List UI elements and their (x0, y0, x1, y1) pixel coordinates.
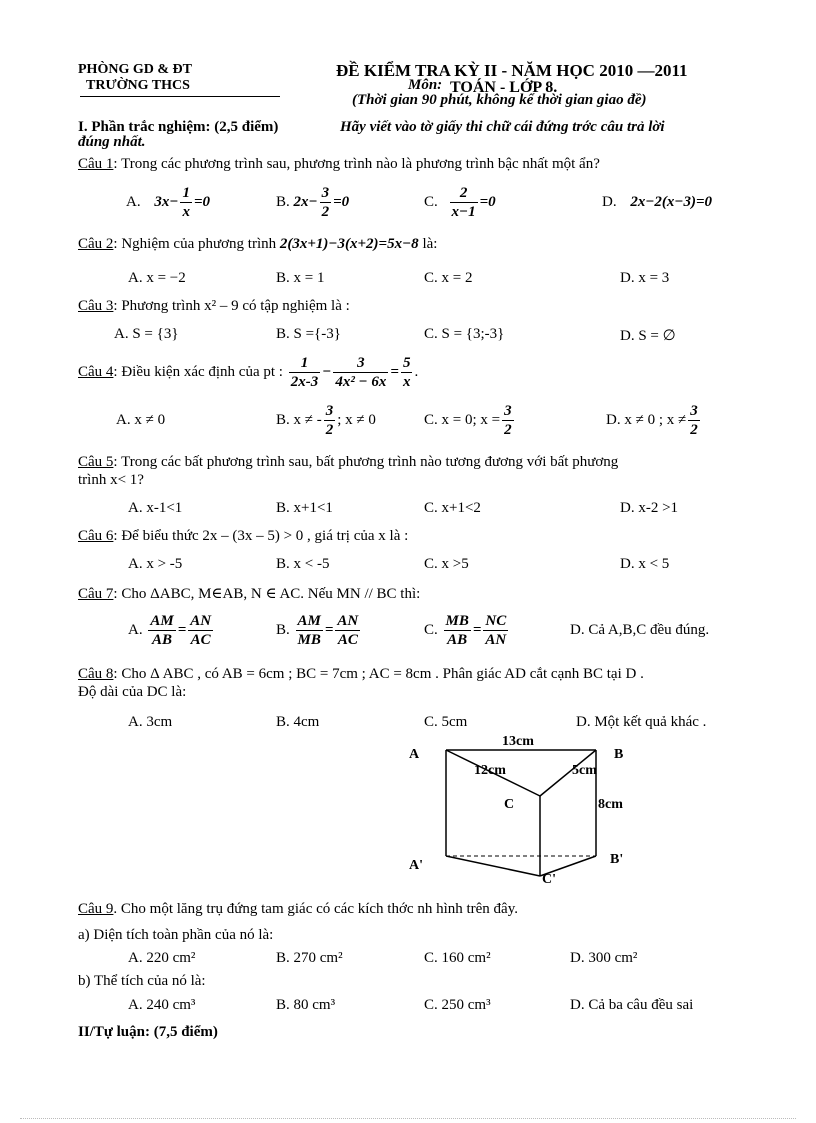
q9a-option-a: A. 220 cm² (128, 950, 196, 966)
option-text: B. x ≠ - (276, 411, 322, 428)
q9b-option-c: C. 250 cm³ (424, 997, 491, 1013)
numerator: 5 (402, 355, 411, 371)
option-prefix: A. (128, 621, 143, 638)
edge-a2c2 (446, 856, 540, 876)
subject-label: Môn: (408, 77, 443, 93)
fraction (320, 184, 332, 221)
vertex-b: B (614, 747, 624, 762)
exam-time: (Thời gian 90 phút, không kể thời gian giao đề) (352, 92, 647, 108)
q9b-option-a: A. 240 cm³ (128, 997, 196, 1013)
option-prefix: C. (424, 621, 438, 638)
part1-title: I. Phần trắc nghiệm: (2,5 điểm) (78, 119, 279, 135)
length-bc: 5cm (572, 763, 597, 778)
school-name: TRƯỜNG THCS (86, 78, 190, 93)
q7-option-b (276, 612, 362, 649)
denominator: 2 (321, 204, 330, 220)
q5-option-c: C. x+1<2 (424, 500, 481, 516)
question-8 (78, 666, 644, 683)
q4-option-c (424, 402, 516, 439)
question-text: : Trong các bất phương trình sau, bất phương trình nào tương đương với bất phương (113, 454, 619, 470)
numerator: 2 (450, 184, 478, 203)
numerator: 3 (333, 354, 388, 373)
numerator: MB (445, 613, 469, 629)
q9b-option-d: D. Cả ba câu đều sai (570, 997, 694, 1013)
equation: 2(3x+1)−3(x+2)=5x−8 (279, 236, 419, 252)
q8-option-b: B. 4cm (276, 714, 320, 730)
q9-part-b: b) Thể tích của nó là: (78, 973, 206, 989)
denominator: 2 (325, 422, 334, 438)
denominator: 2 (504, 422, 512, 438)
numerator: 1 (182, 185, 190, 201)
fraction (444, 612, 471, 649)
fraction (289, 354, 321, 391)
q2-option-a: A. x = −2 (128, 270, 186, 286)
option-prefix: B. (276, 621, 290, 638)
fraction (180, 184, 192, 221)
question-text: : Cho Δ ABC , có AB = 6cm ; BC = 7cm ; AC = 8cm . Phân giác AD cắt cạnh BC tại D . (113, 666, 644, 682)
numerator: 1 (289, 354, 321, 373)
length-ab: 13cm (502, 734, 534, 749)
denominator: 2 (690, 422, 698, 438)
vertex-b-prime: B' (610, 852, 624, 867)
question-text: : Phương trình x² – 9 có tập nghiệm là : (113, 298, 350, 314)
vertex-a-prime: A' (409, 858, 423, 873)
subject: TOÁN - LỚP 8. (450, 79, 558, 96)
question-text: : Trong các phương trình sau, phương trình nào là phương trình bậc nhất một ẩn? (113, 156, 600, 172)
expression: 2x−2(x−3)=0 (630, 194, 713, 210)
denominator: 2x-3 (290, 374, 319, 390)
q8-option-d: D. Một kết quả khác . (576, 714, 707, 730)
question-3 (78, 298, 350, 315)
question-9 (78, 901, 518, 918)
question-text: : Để biểu thức 2x – (3x – 5) > 0 , giá trị của x là : (113, 528, 409, 544)
part2-title: II/Tự luận: (7,5 điểm) (78, 1024, 218, 1040)
numerator: AN (337, 613, 359, 629)
question-2 (78, 236, 437, 253)
period: . (414, 363, 419, 380)
question-label: Câu 3 (78, 298, 114, 314)
option-prefix: D. (602, 194, 617, 210)
operator: = (472, 621, 482, 638)
vertex-c: C (504, 797, 515, 812)
q9a-option-c: C. 160 cm² (424, 950, 491, 966)
option-text: ; x ≠ 0 (337, 411, 376, 428)
denominator: x (402, 374, 411, 390)
expr-part: =0 (193, 193, 210, 210)
q1-option-c (424, 184, 496, 221)
question-tail: là: (422, 236, 438, 252)
expr-part: =0 (479, 193, 496, 210)
expr-part: 3x− (154, 193, 179, 210)
fraction (483, 612, 508, 649)
q9a-option-b: B. 270 cm² (276, 950, 343, 966)
denominator: AN (485, 632, 507, 648)
question-label: Câu 6 (78, 528, 114, 544)
expr-part: =0 (333, 193, 350, 210)
q4-option-b (276, 402, 376, 439)
question-text: : Cho ΔABC, M∈AB, N ∈ AC. Nếu MN // BC thì: (113, 586, 421, 602)
question-label: Câu 5 (78, 454, 114, 470)
q5-option-b: B. x+1<1 (276, 500, 333, 516)
q8-option-c: C. 5cm (424, 714, 468, 730)
part1-instruction-cont: đúng nhất. (78, 134, 146, 150)
question-5-cont: trình x< 1? (78, 472, 144, 488)
q2-option-d: D. x = 3 (620, 270, 670, 286)
denominator: x (182, 204, 190, 220)
fraction (401, 354, 413, 391)
q5-option-d: D. x-2 >1 (620, 500, 679, 516)
numerator: 3 (690, 403, 698, 419)
q9b-option-b: B. 80 cm³ (276, 997, 336, 1013)
denominator: MB (297, 632, 321, 648)
question-label: Câu 8 (78, 666, 114, 682)
q4-option-a: A. x ≠ 0 (116, 412, 166, 428)
numerator: AM (150, 613, 174, 629)
denominator: x−1 (451, 204, 476, 220)
question-label: Câu 2 (78, 236, 114, 252)
denominator: AC (337, 632, 358, 648)
q3-option-b: B. S ={-3} (276, 326, 341, 342)
question-7 (78, 584, 420, 603)
operator: − (322, 363, 332, 380)
question-label: Câu 1 (78, 156, 114, 172)
q5-option-a: A. x-1<1 (128, 500, 183, 516)
fraction (502, 402, 514, 439)
q4-option-d (606, 402, 702, 439)
q7-option-c (424, 612, 510, 649)
denominator: 4x² − 6x (335, 374, 387, 390)
q6-option-b: B. x < -5 (276, 556, 330, 572)
q3-option-a: A. S = {3} (114, 326, 179, 342)
numerator: AM (297, 613, 321, 629)
department-name: PHÒNG GD & ĐT (78, 62, 192, 77)
question-text: : Điều kiện xác định của pt : (113, 363, 283, 380)
length-ac: 12cm (474, 763, 506, 778)
denominator: AB (152, 632, 173, 648)
q8-option-a: A. 3cm (128, 714, 173, 730)
question-4 (78, 354, 418, 391)
fraction (333, 354, 388, 391)
q7-option-a (128, 612, 215, 649)
length-height: 8cm (598, 797, 623, 812)
fraction (450, 184, 478, 221)
question-text: : Nghiệm của phương trình (113, 236, 277, 252)
option-prefix: C. (424, 193, 438, 210)
fraction (335, 612, 360, 649)
q6-option-c: C. x >5 (424, 556, 469, 572)
q9a-option-d: D. 300 cm² (570, 950, 638, 966)
numerator: AN (190, 613, 212, 629)
q6-option-d: D. x < 5 (620, 556, 670, 572)
fraction (688, 402, 700, 439)
question-text: . Cho một lăng trụ đứng tam giác có các kích thớc nh hình trên đây. (113, 901, 518, 917)
question-8-cont: Độ dài của DC là: (78, 684, 187, 700)
exam-title: ĐỀ KIỂM TRA KỲ II - NĂM HỌC 2010 —2011 (336, 61, 688, 80)
part1-instruction: Hãy viết vào tờ giấy thi chữ cái đứng trớc câu trả lời (340, 119, 665, 135)
q1-option-a (126, 184, 210, 221)
question-label: Câu 9 (78, 901, 114, 917)
numerator: 3 (321, 185, 330, 201)
q2-option-b: B. x = 1 (276, 270, 325, 286)
question-label: Câu 4 (78, 363, 114, 380)
q7-option-d: D. Cả A,B,C đều đúng. (570, 622, 710, 638)
question-5 (78, 454, 618, 471)
question-1 (78, 156, 600, 173)
q3-option-c: C. S = {3;-3} (424, 326, 505, 342)
numerator: NC (485, 613, 507, 629)
operator: = (390, 363, 399, 380)
prism-figure (400, 730, 640, 900)
school-underline (80, 96, 280, 97)
q9-part-a: a) Diện tích toàn phần của nó là: (78, 927, 274, 943)
denominator: AC (190, 632, 211, 648)
q1-option-b (276, 184, 349, 221)
vertex-a: A (409, 747, 420, 762)
q6-option-a: A. x > -5 (128, 556, 183, 572)
operator: = (324, 621, 334, 638)
q3-option-d: D. S = ∅ (620, 328, 676, 344)
question-6 (78, 528, 408, 545)
option-prefix: A. (126, 193, 141, 210)
q2-option-c: C. x = 2 (424, 270, 473, 286)
fraction (296, 612, 323, 649)
denominator: AB (447, 632, 468, 648)
numerator: 3 (325, 403, 334, 419)
numerator: 3 (504, 403, 512, 419)
option-prefix: B. (276, 193, 290, 210)
expr-part: 2x− (293, 193, 318, 210)
question-label: Câu 7 (78, 586, 114, 602)
operator: = (177, 621, 187, 638)
fraction (188, 612, 213, 649)
option-text: D. x ≠ 0 ; x ≠ (606, 411, 687, 428)
vertex-c-prime: C' (542, 872, 556, 887)
fraction (324, 402, 336, 439)
fraction (148, 612, 175, 649)
q1-option-d (602, 194, 712, 211)
option-text: C. x = 0; x = (424, 411, 501, 428)
page-bottom-dotted-line (20, 1118, 796, 1119)
